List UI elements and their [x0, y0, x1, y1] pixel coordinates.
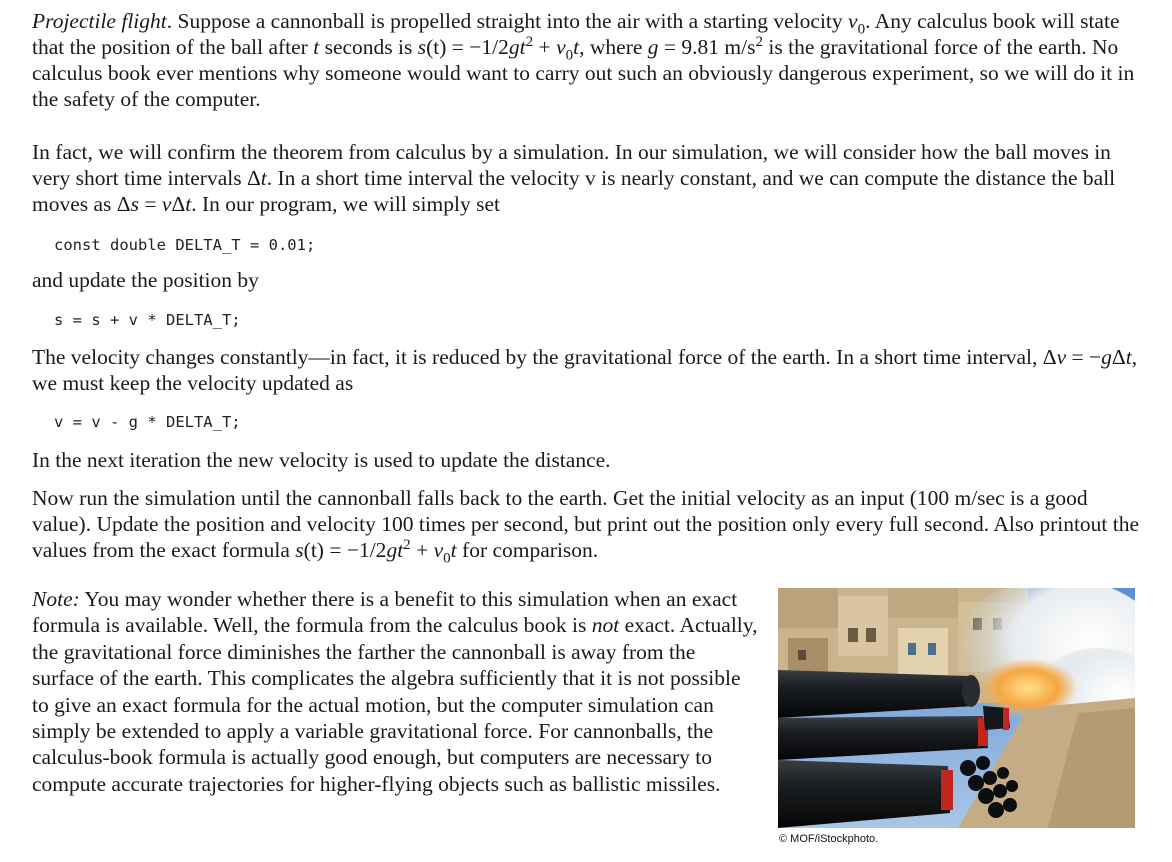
code-delta-t: const double DELTA_T = 0.01;: [54, 236, 316, 254]
note-label: Note:: [32, 587, 80, 611]
paragraph-projectile-flight: Projectile flight. Suppose a cannonball is propelled straight into the air with a starting velocity $v_0$. Any calculus book will state that the position of the ball after t seconds is $s(t) = -1/2gt^2 + v_0t$, where g = 9.81 $m/s^2$ is the gravitational force of the earth. No calculus book ever mentions why someone would want to carry out such an obviously dangerous experiment, so we will do it in the safety of the computer.: [32, 9, 1135, 111]
cannon-photo: [778, 588, 1135, 828]
code-update-velocity: v = v - g * DELTA_T;: [54, 413, 241, 431]
paragraph-velocity: The velocity changes constantly—in fact, it is reduced by the gravitational force of the earth. In a short time interval, Δv = −gΔt, we must keep the velocity updated as: [32, 345, 1138, 395]
paragraph-next-iteration: In the next iteration the new velocity is used to update the distance.: [32, 448, 611, 472]
paragraph-simulation: In fact, we will confirm the theorem from calculus by a simulation. In our simulation, we will consider how the ball moves in very short time intervals Δt. In a short time interval the velocity v is nearly constant, and we can compute the distance the ball moves as Δs = vΔt. In our program, we will simply set: [32, 140, 1116, 216]
exercise-heading: Projectile flight: [32, 9, 167, 33]
paragraph-run-simulation: Now run the simulation until the cannonball falls back to the earth. Get the initial velocity as an input (100 m/sec is a good value). Update the position and velocity 100 times per second, but print out the position only every full second. Also printout the values from the exact formula $s(t) = -1/2gt^2 + v_0t$ for comparison.: [32, 486, 1140, 567]
note-paragraph: Note: You may wonder whether there is a benefit to this simulation when an exact formula is available. Well, the formula from the calculus book is not exact. Actually, the gravitational force diminishes the farther the cannonball is away from the surface of the earth. This complicates the algebra sufficiently that it is not possible to give an exact formula for the actual motion, but the computer simulation can simply be extended to apply a variable gravitational force. For cannonballs, the calculus-book formula is actually good enough, but computers are necessary to compute accurate trajectories for higher-flying objects such as ballistic missiles.: [32, 587, 758, 796]
photo-credit: © MOF/iStockphoto.: [779, 833, 879, 845]
paragraph-update-position: and update the position by: [32, 268, 259, 292]
code-update-position: s = s + v * DELTA_T;: [54, 311, 241, 329]
